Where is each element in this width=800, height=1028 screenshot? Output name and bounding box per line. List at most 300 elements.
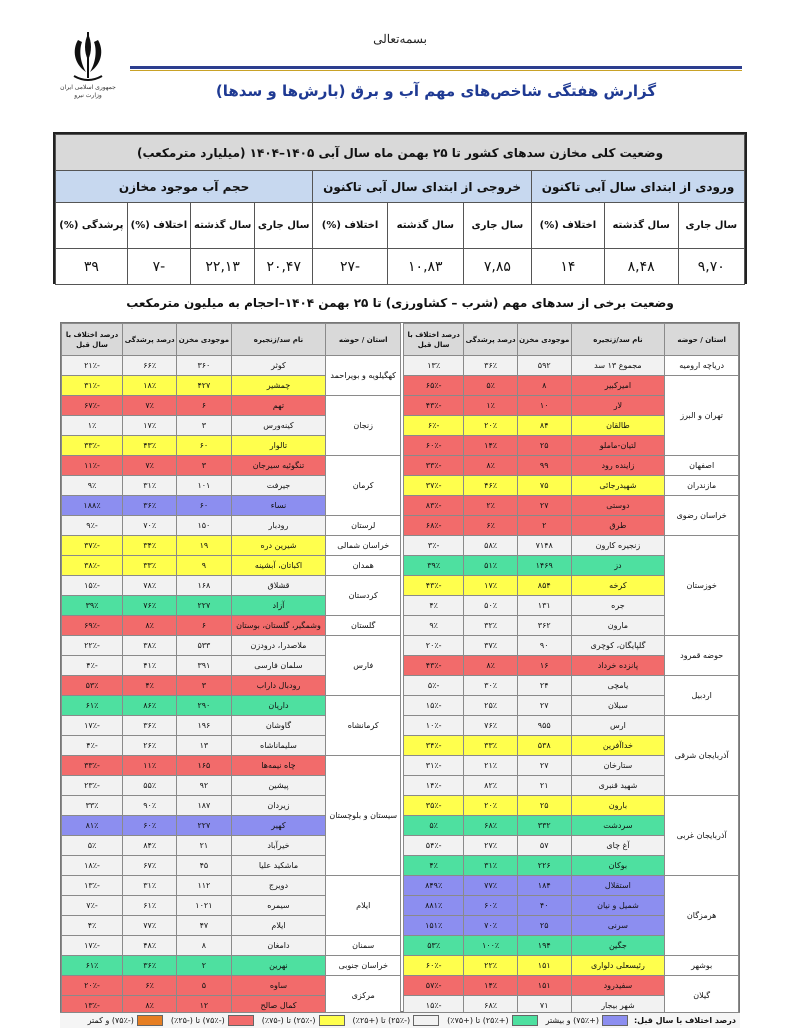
column-header: نام سد/زنجیره — [231, 324, 326, 356]
stock-cell: ۲۷ — [517, 696, 571, 716]
fill-percent-cell: ۲۰٪ — [464, 416, 518, 436]
legend-label: (-۷۵٪) و کمتر — [87, 1016, 134, 1025]
summary-value: ۹,۷۰ — [678, 249, 745, 285]
table-row — [62, 356, 401, 376]
diff-percent-cell: -۲۰٪ — [62, 976, 123, 996]
table-row — [404, 456, 739, 476]
column-header: موجودی مخزن — [177, 324, 231, 356]
fill-percent-cell: ۲۷٪ — [464, 836, 518, 856]
fill-percent-cell: ۸۶٪ — [123, 696, 177, 716]
fill-percent-cell: ۶۰٪ — [123, 816, 177, 836]
dam-name-cell: شیرین دره — [231, 536, 326, 556]
dam-name-cell: رودبار — [231, 516, 326, 536]
fill-percent-cell: ۳۱٪ — [464, 856, 518, 876]
dam-name-cell: شهیدرجائی — [571, 476, 665, 496]
dam-name-cell: کمال صالح — [231, 996, 326, 1016]
legend-item — [447, 1015, 537, 1026]
stock-cell: ۲۵ — [517, 916, 571, 936]
fill-percent-cell: ۲٪ — [464, 496, 518, 516]
dam-name-cell: تالوار — [231, 436, 326, 456]
summary-subheader: اختلاف (%) — [127, 203, 190, 249]
ministry-logo — [58, 30, 118, 112]
stock-cell: ۱۰ — [517, 396, 571, 416]
diff-percent-cell: -۳۳٪ — [62, 436, 123, 456]
summary-subheader: سال گذشته — [604, 203, 678, 249]
fill-percent-cell: ۷۷٪ — [123, 916, 177, 936]
table-row — [404, 796, 739, 816]
table-row — [62, 936, 401, 956]
legend-item — [546, 1015, 628, 1026]
report-title: گزارش هفتگی شاخص‌های مهم آب و برق (بارش‌ها و سدها) — [215, 82, 657, 100]
dams-table-right — [403, 323, 739, 1013]
province-cell: خراسان شمالی — [326, 536, 401, 556]
legend-swatch — [512, 1015, 538, 1026]
province-cell: اصفهان — [665, 456, 739, 476]
diff-percent-cell: ۸۱٪ — [62, 816, 123, 836]
fill-percent-cell: ۳۳٪ — [123, 556, 177, 576]
stock-cell: ۷۱۴۸ — [517, 536, 571, 556]
fill-percent-cell: ۷۸٪ — [123, 576, 177, 596]
diff-percent-cell: -۶۵٪ — [404, 376, 464, 396]
legend-label: (+۷۵٪) و بیشتر — [545, 1016, 599, 1025]
fill-percent-cell: ۲۰٪ — [464, 796, 518, 816]
fill-percent-cell: ۳۶٪ — [464, 356, 518, 376]
stock-cell: ۱۶۵ — [177, 756, 231, 776]
dam-name-cell: دوستی — [571, 496, 665, 516]
stock-cell: ۱۸۷ — [177, 796, 231, 816]
stock-cell: ۳۶۰ — [177, 356, 231, 376]
province-cell: لرستان — [326, 516, 401, 536]
table-row — [404, 876, 739, 896]
diff-percent-cell: -۳۸٪ — [62, 556, 123, 576]
fill-percent-cell: ۵۱٪ — [464, 556, 518, 576]
dam-name-cell: قشلاق — [231, 576, 326, 596]
stock-cell: ۳۶۲ — [517, 616, 571, 636]
summary-subheader: اختلاف (%) — [313, 203, 388, 249]
fill-percent-cell: ۳۸٪ — [123, 636, 177, 656]
province-cell: گلستان — [326, 616, 401, 636]
header-rule — [130, 66, 742, 69]
diff-percent-cell: -۴۳٪ — [404, 656, 464, 676]
stock-cell: ۶۰ — [177, 436, 231, 456]
dam-name-cell: جیرفت — [231, 476, 326, 496]
stock-cell: ۸۴ — [517, 416, 571, 436]
table-row — [404, 976, 739, 996]
dam-name-cell: طرق — [571, 516, 665, 536]
diff-percent-cell: -۶٪ — [404, 416, 464, 436]
diff-percent-cell: ۸۸۱٪ — [404, 896, 464, 916]
diff-percent-cell: -۶۸٪ — [404, 516, 464, 536]
fill-percent-cell: ۶۱٪ — [123, 896, 177, 916]
stock-cell: ۴۷ — [177, 916, 231, 936]
fill-percent-cell: ۱۷٪ — [464, 576, 518, 596]
diff-percent-cell: -۲۲٪ — [62, 636, 123, 656]
table-row — [404, 536, 739, 556]
diff-percent-cell: ۴٪ — [404, 856, 464, 876]
province-cell: مازندران — [665, 476, 739, 496]
table-row — [62, 756, 401, 776]
dam-name-cell: زیردان — [231, 796, 326, 816]
fill-percent-cell: ۶٪ — [123, 976, 177, 996]
dam-name-cell: آغ چای — [571, 836, 665, 856]
fill-percent-cell: ۶۰٪ — [464, 896, 518, 916]
diff-percent-cell: -۳٪ — [404, 536, 464, 556]
diff-percent-cell: -۱۷٪ — [62, 716, 123, 736]
stock-cell: ۹۹ — [517, 456, 571, 476]
dam-name-cell: خداآفرین — [571, 736, 665, 756]
dam-name-cell: نهرین — [231, 956, 326, 976]
diff-percent-cell: -۲۱٪ — [62, 356, 123, 376]
stock-cell: ۱۲ — [177, 996, 231, 1016]
fill-percent-cell: ۳۶٪ — [123, 496, 177, 516]
dam-name-cell: تنگوئیه سیرجان — [231, 456, 326, 476]
group-outflow: خروجی از ابتدای سال آبی تاکنون — [313, 171, 532, 203]
fill-percent-cell: ۱۰۰٪ — [464, 936, 518, 956]
province-cell: سمنان — [326, 936, 401, 956]
dam-name-cell: کرخه — [571, 576, 665, 596]
fill-percent-cell: ۳۶٪ — [123, 716, 177, 736]
dam-name-cell: پانزده خرداد — [571, 656, 665, 676]
legend-label: (-۲۵٪) تا (+۲۵٪) — [352, 1016, 411, 1025]
stock-cell: ۸۵۴ — [517, 576, 571, 596]
province-cell: اردبیل — [665, 676, 739, 716]
legend-item — [171, 1015, 254, 1026]
fill-percent-cell: ۴۱٪ — [123, 656, 177, 676]
legend-item — [353, 1015, 440, 1026]
stock-cell: ۲۷ — [517, 496, 571, 516]
dam-name-cell: سبلان — [571, 696, 665, 716]
dam-name-cell: استقلال — [571, 876, 665, 896]
stock-cell: ۹ — [177, 556, 231, 576]
diff-percent-cell: -۱۳٪ — [62, 876, 123, 896]
dam-name-cell: کینه‌ورس — [231, 416, 326, 436]
diff-percent-cell: ۶۱٪ — [62, 956, 123, 976]
stock-cell: ۲۴ — [517, 676, 571, 696]
fill-percent-cell: ۷۰٪ — [464, 916, 518, 936]
stock-cell: ۲۲۷ — [177, 816, 231, 836]
stock-cell: ۸ — [177, 936, 231, 956]
dam-name-cell: رودبال داراب — [231, 676, 326, 696]
stock-cell: ۴۲۷ — [177, 376, 231, 396]
stock-cell: ۲۵ — [517, 436, 571, 456]
legend-swatch — [602, 1015, 628, 1026]
fill-percent-cell: ۸٪ — [464, 456, 518, 476]
fill-percent-cell: ۲۲٪ — [464, 956, 518, 976]
stock-cell: ۴۵ — [177, 856, 231, 876]
summary-subheader: سال جاری — [463, 203, 531, 249]
summary-subheader: سال جاری — [255, 203, 313, 249]
province-cell: آذربایجان غربی — [665, 796, 739, 876]
stock-cell: ۱۳۱ — [517, 596, 571, 616]
province-cell: کرمانشاه — [326, 696, 401, 756]
table-row — [404, 356, 739, 376]
province-cell: بوشهر — [665, 956, 739, 976]
dam-name-cell: آزاد — [231, 596, 326, 616]
stock-cell: ۹۲ — [177, 776, 231, 796]
dam-name-cell: چمشیر — [231, 376, 326, 396]
dam-name-cell: ماشکید علیا — [231, 856, 326, 876]
dam-name-cell: شهر بیجار — [571, 996, 665, 1016]
fill-percent-cell: ۳۱٪ — [123, 876, 177, 896]
fill-percent-cell: ۳۱٪ — [123, 476, 177, 496]
province-cell: کهگیلویه و بویراحمد — [326, 356, 401, 396]
stock-cell: ۱۹۶ — [177, 716, 231, 736]
diff-percent-cell: -۶۹٪ — [62, 616, 123, 636]
diff-percent-cell: -۵٪ — [404, 676, 464, 696]
stock-cell: ۲۵ — [517, 796, 571, 816]
table-row — [62, 456, 401, 476]
stock-cell: ۱۳ — [177, 736, 231, 756]
stock-cell: ۲۱ — [517, 776, 571, 796]
province-cell: ایلام — [326, 876, 401, 936]
diff-percent-cell: -۳۷٪ — [404, 476, 464, 496]
stock-cell: ۱۶ — [517, 656, 571, 676]
fill-percent-cell: ۳۴٪ — [123, 536, 177, 556]
stock-cell: ۲۱ — [177, 836, 231, 856]
province-cell: دریاچه ارومیه — [665, 356, 739, 376]
fill-percent-cell: ۶۸٪ — [464, 996, 518, 1016]
dam-name-cell: خیرآباد — [231, 836, 326, 856]
stock-cell: ۶ — [177, 396, 231, 416]
province-cell: گیلان — [665, 976, 739, 1016]
dam-name-cell: پیشین — [231, 776, 326, 796]
detail-title: وضعیت برخی از سدهای مهم (شرب – کشاورزی) تا ۲۵ بهمن ۱۴۰۴–احجام به میلیون مترمکعب — [126, 296, 674, 310]
fill-percent-cell: ۷۰٪ — [123, 516, 177, 536]
diff-percent-cell: ۴٪ — [404, 596, 464, 616]
stock-cell: ۵۳۸ — [517, 736, 571, 756]
province-cell: هرمزگان — [665, 876, 739, 956]
province-cell: سیستان و بلوچستان — [326, 756, 401, 876]
province-cell: خراسان جنوبی — [326, 956, 401, 976]
fill-percent-cell: ۵۸٪ — [464, 536, 518, 556]
report-header — [0, 0, 800, 125]
dam-name-cell: سلمان فارسی — [231, 656, 326, 676]
table-row — [62, 556, 401, 576]
diff-percent-cell: -۲۳٪ — [62, 776, 123, 796]
dam-name-cell: بوکان — [571, 856, 665, 876]
summary-value: -۷ — [127, 249, 190, 285]
stock-cell: ۱۵۱ — [517, 976, 571, 996]
diff-percent-cell: -۱۰٪ — [404, 716, 464, 736]
column-header: درصد اختلاف با سال قبل — [404, 324, 464, 356]
fill-percent-cell: ۷۷٪ — [464, 876, 518, 896]
dam-name-cell: نساء — [231, 496, 326, 516]
legend-swatch — [319, 1015, 345, 1026]
fill-percent-cell: ۸۴٪ — [123, 836, 177, 856]
diff-percent-cell: -۱۸٪ — [62, 856, 123, 876]
stock-cell: ۳ — [177, 676, 231, 696]
summary-subheader: اختلاف (%) — [532, 203, 605, 249]
dam-name-cell: مجموع ۱۳ سد — [571, 356, 665, 376]
column-header: درصد پرشدگی — [123, 324, 177, 356]
dam-name-cell: جره — [571, 596, 665, 616]
table-row — [62, 956, 401, 976]
fill-percent-cell: ۴۸٪ — [123, 936, 177, 956]
diff-percent-cell: -۴٪ — [62, 656, 123, 676]
table-row — [62, 396, 401, 416]
dam-name-cell: چاه نیمه‌ها — [231, 756, 326, 776]
diff-percent-cell: -۶۷٪ — [62, 396, 123, 416]
fill-percent-cell: ۷۶٪ — [123, 596, 177, 616]
legend-swatch — [413, 1015, 439, 1026]
diff-percent-cell: -۲۰٪ — [404, 636, 464, 656]
diff-percent-cell: ۳۹٪ — [62, 596, 123, 616]
dams-detail-table — [60, 322, 740, 1012]
diff-percent-cell: ۹٪ — [404, 616, 464, 636]
province-cell: حوضه قمرود — [665, 636, 739, 676]
fill-percent-cell: ۷۶٪ — [464, 716, 518, 736]
diff-percent-cell: ۴٪ — [62, 916, 123, 936]
dam-name-cell: بارون — [571, 796, 665, 816]
org-name-line1: جمهوری اسلامی ایران — [60, 84, 116, 91]
summary-value: ۲۰,۴۷ — [255, 249, 313, 285]
stock-cell: ۶ — [177, 616, 231, 636]
dam-name-cell: کهیر — [231, 816, 326, 836]
stock-cell: ۵۳۳ — [177, 636, 231, 656]
stock-cell: ۷۵ — [517, 476, 571, 496]
fill-percent-cell: ۳۲٪ — [464, 616, 518, 636]
province-cell: خراسان رضوی — [665, 496, 739, 536]
diff-percent-cell: -۸۳٪ — [404, 496, 464, 516]
province-cell: خوزستان — [665, 536, 739, 636]
legend-item — [88, 1015, 163, 1026]
header-rule-accent — [130, 70, 742, 71]
diff-percent-cell: -۹٪ — [62, 516, 123, 536]
fill-percent-cell: ۲۱٪ — [464, 756, 518, 776]
fill-percent-cell: ۴٪ — [123, 676, 177, 696]
province-cell: کرمان — [326, 456, 401, 516]
fill-percent-cell: ۳۶٪ — [123, 956, 177, 976]
diff-percent-cell: -۳۴٪ — [404, 736, 464, 756]
dam-name-cell: دز — [571, 556, 665, 576]
diff-percent-cell: -۱۵٪ — [404, 696, 464, 716]
fill-percent-cell: ۱۷٪ — [123, 416, 177, 436]
fill-percent-cell: ۱۴٪ — [464, 976, 518, 996]
province-cell: مرکزی — [326, 976, 401, 1016]
legend-label: (-۷۵٪) تا (-۲۵٪) — [170, 1016, 225, 1025]
column-header: درصد پرشدگی — [464, 324, 518, 356]
fill-percent-cell: ۸٪ — [464, 656, 518, 676]
dam-name-cell: لار — [571, 396, 665, 416]
legend-label: (+۲۵٪) تا (+۷۵٪) — [447, 1016, 509, 1025]
fill-percent-cell: ۶۷٪ — [123, 856, 177, 876]
dam-name-cell: گاوشان — [231, 716, 326, 736]
summary-value: ۷,۸۵ — [463, 249, 531, 285]
dam-name-cell: ایلام — [231, 916, 326, 936]
table-row — [404, 476, 739, 496]
table-row — [404, 956, 739, 976]
fill-percent-cell: ۵۰٪ — [464, 596, 518, 616]
summary-value: -۲۷ — [313, 249, 388, 285]
stock-cell: ۱۰۲۱ — [177, 896, 231, 916]
stock-cell: ۱۰۱ — [177, 476, 231, 496]
bismillah-text: بسمه‌تعالی — [373, 32, 427, 46]
diff-percent-cell: ۱۵۱٪ — [404, 916, 464, 936]
stock-cell: ۹۵۵ — [517, 716, 571, 736]
diff-percent-cell: -۱۵٪ — [404, 996, 464, 1016]
stock-cell: ۲ — [517, 516, 571, 536]
dam-name-cell: جگین — [571, 936, 665, 956]
summary-value: ۱۴ — [532, 249, 605, 285]
fill-percent-cell: ۵۵٪ — [123, 776, 177, 796]
fill-percent-cell: ۲۵٪ — [464, 696, 518, 716]
dam-name-cell: دویرج — [231, 876, 326, 896]
table-row — [62, 576, 401, 596]
stock-cell: ۷۱ — [517, 996, 571, 1016]
diff-percent-cell: -۱۳٪ — [62, 996, 123, 1016]
column-header: درصد اختلاف با سال قبل — [62, 324, 123, 356]
summary-table — [53, 132, 747, 284]
table-row — [62, 536, 401, 556]
summary-subheader: پرشدگی (%) — [56, 203, 128, 249]
stock-cell: ۳۹۱ — [177, 656, 231, 676]
diff-percent-cell: -۴۳٪ — [404, 576, 464, 596]
stock-cell: ۳۳۲ — [517, 816, 571, 836]
dam-name-cell: دامغان — [231, 936, 326, 956]
summary-value: ۲۲,۱۳ — [191, 249, 255, 285]
diff-percent-cell: ۵٪ — [62, 836, 123, 856]
diff-percent-cell: -۱۷٪ — [62, 936, 123, 956]
dam-name-cell: سلیماناشاه — [231, 736, 326, 756]
group-storage: حجم آب موجود مخازن — [56, 171, 313, 203]
legend-swatch — [137, 1015, 163, 1026]
table-row — [404, 376, 739, 396]
diff-percent-cell: ۵۳٪ — [404, 936, 464, 956]
table-row — [62, 516, 401, 536]
dam-name-cell: سفیدرود — [571, 976, 665, 996]
fill-percent-cell: ۶۸٪ — [464, 816, 518, 836]
legend-item — [262, 1015, 345, 1026]
table-row — [404, 496, 739, 516]
dam-name-cell: زنجیره کارون — [571, 536, 665, 556]
dam-name-cell: ستارخان — [571, 756, 665, 776]
dam-name-cell: امیرکبیر — [571, 376, 665, 396]
stock-cell: ۲۲۶ — [517, 856, 571, 876]
diff-percent-cell: ۳۳٪ — [62, 796, 123, 816]
diff-percent-cell: -۴۳٪ — [404, 396, 464, 416]
fill-percent-cell: ۳۳٪ — [464, 736, 518, 756]
column-header: استان / حوضه — [326, 324, 401, 356]
table-row — [404, 676, 739, 696]
stock-cell: ۲۹۰ — [177, 696, 231, 716]
diff-percent-cell: -۵۷٪ — [404, 976, 464, 996]
diff-percent-cell: ۱۸۸٪ — [62, 496, 123, 516]
fill-percent-cell: ۶۶٪ — [123, 356, 177, 376]
diff-percent-cell: ۵۳٪ — [62, 676, 123, 696]
fill-percent-cell: ۱۸٪ — [123, 376, 177, 396]
dam-name-cell: لتیان-ماملو — [571, 436, 665, 456]
province-cell: آذربایجان شرقی — [665, 716, 739, 796]
stock-cell: ۱۹ — [177, 536, 231, 556]
iran-emblem-icon — [66, 30, 110, 84]
province-cell: کردستان — [326, 576, 401, 616]
stock-cell: ۵۷ — [517, 836, 571, 856]
dam-name-cell: وشمگیر، گلستان، بوستان — [231, 616, 326, 636]
fill-percent-cell: ۱۴٪ — [464, 436, 518, 456]
fill-percent-cell: ۱٪ — [464, 396, 518, 416]
fill-percent-cell: ۶٪ — [464, 516, 518, 536]
table-row — [62, 696, 401, 716]
diff-percent-cell: -۶۰٪ — [404, 956, 464, 976]
table-row — [404, 716, 739, 736]
diff-percent-cell: -۷٪ — [62, 896, 123, 916]
legend-label: (-۲۵٪) تا (-۷۵٪) — [261, 1016, 316, 1025]
diff-percent-cell: -۳۵٪ — [404, 796, 464, 816]
color-legend — [60, 1012, 740, 1028]
stock-cell: ۶۰ — [177, 496, 231, 516]
fill-percent-cell: ۴۳٪ — [123, 436, 177, 456]
diff-percent-cell: ۵٪ — [404, 816, 464, 836]
